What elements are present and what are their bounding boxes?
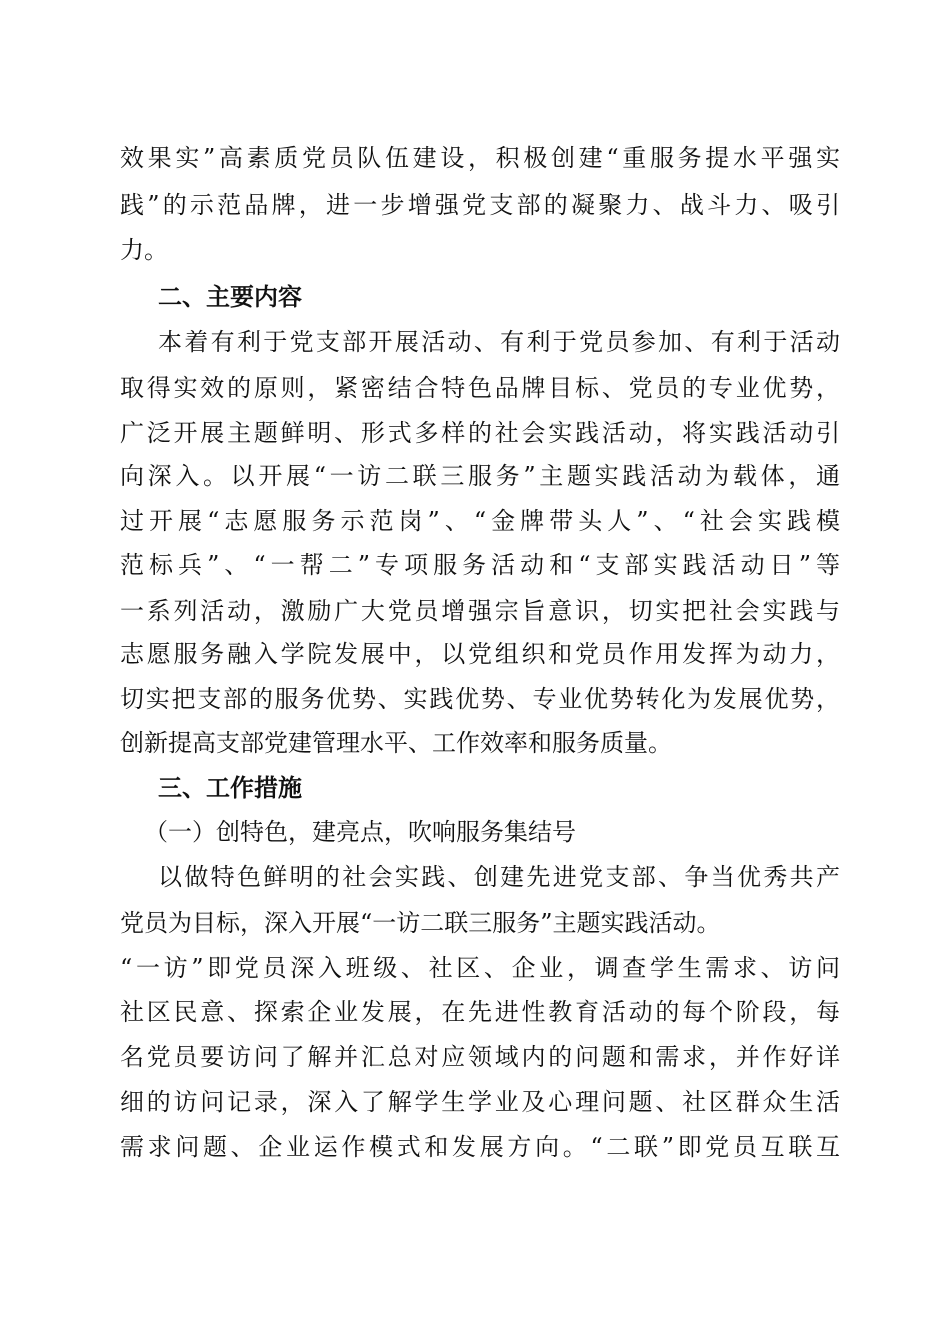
paragraph-line: 范标兵”、“一帮二”专项服务活动和“支部实践活动日”等 [120,551,840,579]
paragraph-line: 过开展“志愿服务示范岗”、“金牌带头人”、“社会实践模 [120,507,840,535]
paragraph-line: 广泛开展主题鲜明、形式多样的社会实践活动，将实践活动引 [120,419,840,447]
section-heading-work-measures: 三、工作措施 [158,774,302,802]
paragraph-line: 志愿服务融入学院发展中，以党组织和党员作用发挥为动力， [120,640,840,668]
paragraph-line: 切实把支部的服务优势、实践优势、专业优势转化为发展优势， [120,685,840,713]
paragraph-line: “一访”即党员深入班级、社区、企业，调查学生需求、访问 [120,954,840,982]
paragraph-line: 一系列活动，激励广大党员增强宗旨意识，切实把社会实践与 [120,597,840,625]
paragraph-line: 党员为目标，深入开展“一访二联三服务”主题实践活动。 [120,909,721,937]
paragraph-line: 名党员要访问了解并汇总对应领域内的问题和需求，并作好详 [120,1043,840,1071]
paragraph-line: 向深入。以开展“一访二联三服务”主题实践活动为载体，通 [120,462,840,490]
paragraph-line: 社区民意、探索企业发展，在先进性教育活动的每个阶段，每 [120,998,840,1026]
paragraph-line: 需求问题、企业运作模式和发展方向。“二联”即党员互联互 [120,1133,840,1161]
paragraph-line: 力。 [120,236,168,264]
paragraph-line: 践”的示范品牌，进一步增强党支部的凝聚力、战斗力、吸引 [120,191,840,219]
paragraph-line: 取得实效的原则，紧密结合特色品牌目标、党员的专业优势， [120,374,840,402]
paragraph-line: 效果实”高素质党员队伍建设，积极创建“重服务提水平强实 [120,144,840,172]
paragraph-line: 本着有利于党支部开展活动、有利于党员参加、有利于活动 [158,328,840,356]
paragraph-line: 创新提高支部党建管理水平、工作效率和服务质量。 [120,729,672,757]
paragraph-line: 以做特色鲜明的社会实践、创建先进党支部、争当优秀共产 [158,863,840,891]
section-heading-main-content: 二、主要内容 [158,283,302,311]
subsection-heading: （一）创特色，建亮点，吹响服务集结号 [144,818,576,846]
paragraph-line: 细的访问记录，深入了解学生学业及心理问题、社区群众生活 [120,1088,840,1116]
